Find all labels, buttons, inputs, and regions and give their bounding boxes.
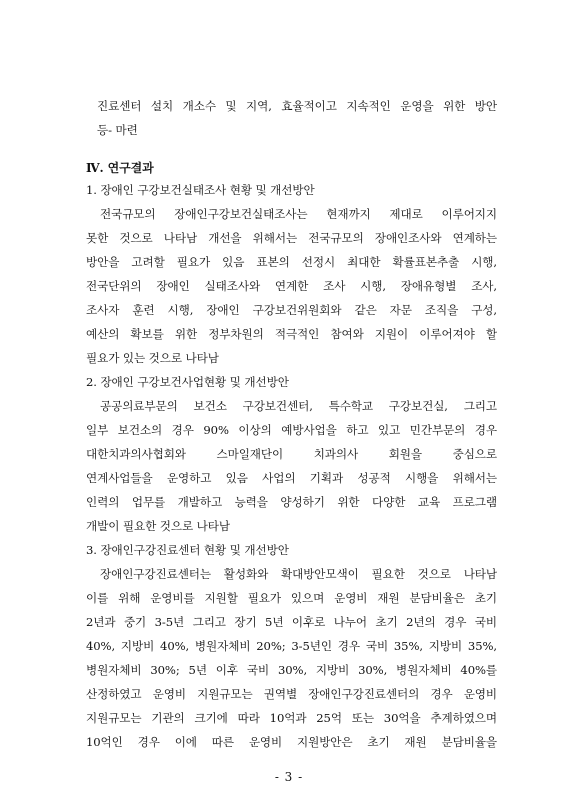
- body-line: 못한 것으로 나타남 개선을 위해서는 전국규모의 장애인조사와 연계하는: [86, 231, 497, 245]
- body-line: 조사자 훈련 시행, 장애인 구강보건위원회와 같은 자문 조직을 구성,: [86, 303, 497, 317]
- body-line: 10억인 경우 이에 따른 운영비 지원방안은 초기 재원 분담비율을: [86, 735, 497, 749]
- body-line: 인력의 업무를 개발하고 능력을 양성하기 위한 다양한 교육 프로그램: [86, 495, 497, 509]
- item-title: 1. 장애인 구강보건실태조사 현황 및 개선방안: [86, 183, 315, 197]
- body-line: 2년과 중기 3-5년 그리고 장기 5년 이후로 나누어 초기 2년의 경우 국비: [86, 615, 497, 629]
- body-line: 40%, 지방비 40%, 병원자체비 20%; 3-5년인 경우 국비 35%, 지방비 35%,: [86, 639, 497, 653]
- body-line: 전국단위의 장애인 실태조사와 연계한 조사 시행, 장애유형별 조사,: [86, 279, 497, 293]
- body-line: 전국규모의 장애인구강보건실태조사는 현재까지 제대로 이루어지지: [100, 207, 497, 221]
- item-title: 2. 장애인 구강보건사업현황 및 개선방안: [86, 375, 289, 389]
- intro-line: 진료센터 설치 개소수 및 지역, 효율적이고 지속적인 운영을 위한 방안: [97, 99, 497, 113]
- body-line: 방안을 고려할 필요가 있음 표본의 선정시 최대한 확률표본추출 시행,: [86, 255, 497, 269]
- body-line: 이를 위해 운영비를 지원할 필요가 있으며 운영비 재원 분담비율은 초기: [86, 591, 497, 605]
- body-line: 예산의 확보를 위한 정부차원의 적극적인 참여와 지원이 이루어져야 할: [86, 327, 497, 341]
- body-line: 연계사업들을 운영하고 있음 사업의 기획과 성공적 시행을 위해서는: [86, 471, 497, 485]
- body-line: 대한치과의사협회와 스마일재단이 치과의사 회원을 중심으로: [86, 447, 497, 461]
- item-title: 3. 장애인구강진료센터 현황 및 개선방안: [86, 543, 289, 557]
- page-number: - 3 -: [274, 770, 304, 784]
- body-line: 산정하였고 운영비 지원규모는 권역별 장애인구강진료센터의 경우 운영비: [86, 687, 497, 701]
- body-line: 일부 보건소의 경우 90% 이상의 예방사업을 하고 있고 민간부문의 경우: [86, 423, 497, 437]
- body-line: 개발이 필요한 것으로 나타남: [86, 519, 230, 533]
- body-line: 지원규모는 기관의 크기에 따라 10억과 25억 또는 30억을 추계하였으며: [86, 711, 497, 725]
- body-line: 공공의료부문의 보건소 구강보건센터, 특수학교 구강보건실, 그리고: [100, 399, 497, 413]
- section-heading: Ⅳ. 연구결과: [86, 161, 154, 175]
- body-line: 장애인구강진료센터는 활성화와 확대방안모색이 필요한 것으로 나타남: [100, 567, 497, 581]
- body-line: 필요가 있는 것으로 나타남: [86, 351, 219, 365]
- intro-line: 등- 마련: [97, 123, 138, 137]
- body-line: 병원자체비 30%; 5년 이후 국비 30%, 지방비 30%, 병원자체비 40%를: [86, 663, 497, 677]
